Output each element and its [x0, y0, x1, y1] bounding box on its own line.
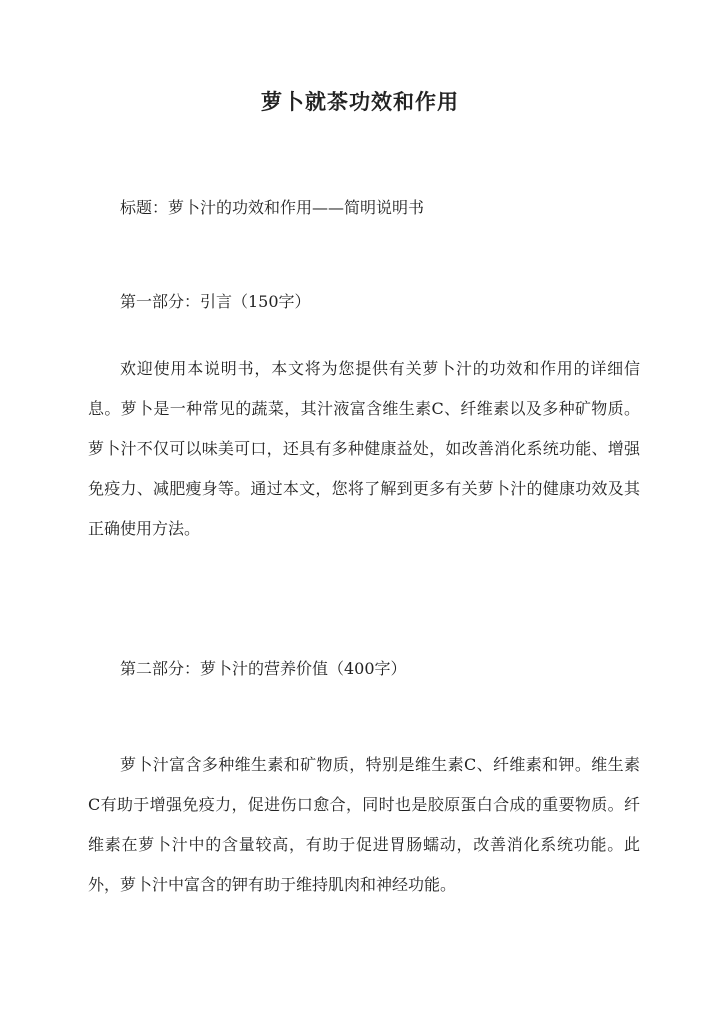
- section2-paragraph: 萝卜汁富含多种维生素和矿物质，特别是维生素C、纤维素和钾。维生素C有助于增强免疫力，促进伤口愈合，同时也是胶原蛋白合成的重要物质。纤维素在萝卜汁中的含量较高，有助于促进胃肠蠕动，改善消化系统功能。此外，萝卜汁中富含的钾有助于维持肌肉和神经功能。: [88, 755, 640, 894]
- section1-heading: 第一部分：引言（150字）: [120, 292, 311, 311]
- document-title: 萝卜就茶功效和作用: [261, 89, 459, 114]
- section1-paragraph: 欢迎使用本说明书，本文将为您提供有关萝卜汁的功效和作用的详细信息。萝卜是一种常见的蔬菜，其汁液富含维生素C、纤维素以及多种矿物质。萝卜汁不仅可以味美可口，还具有多种健康益处，如改善消化系统功能、增强免疫力、减肥瘦身等。通过本文，您将了解到更多有关萝卜汁的健康功效及其正确使用方法。: [88, 359, 640, 538]
- section2-heading: 第二部分：萝卜汁的营养价值（400字）: [120, 659, 407, 678]
- subtitle-line: 标题：萝卜汁的功效和作用——简明说明书: [120, 198, 425, 217]
